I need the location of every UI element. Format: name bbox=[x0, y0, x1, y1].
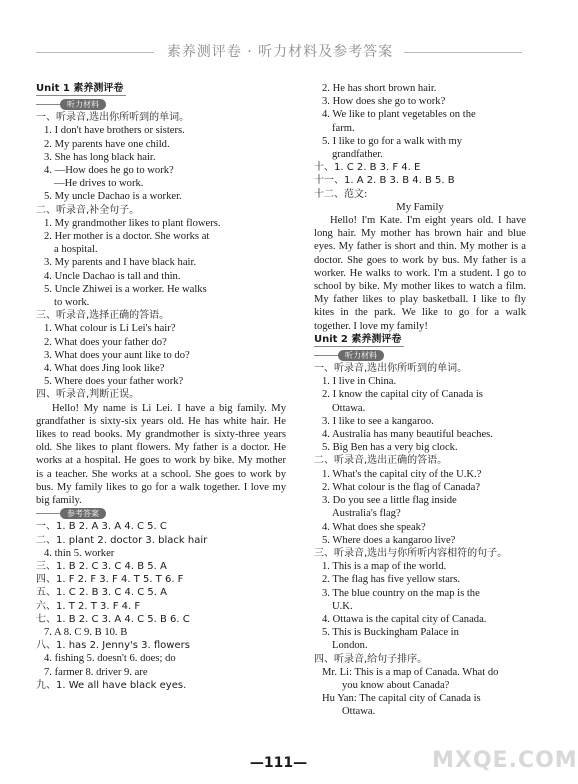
text-line: 1. What colour is Li Lei's hair? bbox=[44, 323, 176, 335]
section-line: 十二、范文: bbox=[314, 188, 368, 200]
text-line: Mr. Li: This is a map of Canada. What do bbox=[322, 666, 499, 678]
text-line: Ottawa. bbox=[342, 706, 376, 718]
section-line: 二、听录音,选出正确的答语。 bbox=[314, 455, 448, 467]
section-badge-label: 听力材料 bbox=[338, 350, 384, 361]
text-line: 4. Australia has many beautiful beaches. bbox=[322, 429, 493, 441]
text-line: 5. Where does your father work? bbox=[44, 376, 184, 388]
text-line: 1. This is a map of the world. bbox=[322, 561, 447, 573]
header-rule-left bbox=[36, 52, 154, 53]
text-line: 2. I know the capital city of Canada is bbox=[322, 389, 483, 401]
section-line: 一、听录音,选出你所听到的单词。 bbox=[36, 112, 190, 124]
text-line: farm. bbox=[332, 122, 355, 134]
section-badge bbox=[314, 349, 526, 362]
text-line: 3. Do you see a little flag inside bbox=[322, 495, 457, 507]
text-line: 1. My grandmother likes to plant flowers. bbox=[44, 217, 221, 229]
section-line: 一、1. B 2. A 3. A 4. C 5. C bbox=[36, 521, 167, 533]
text-line: U.K. bbox=[332, 600, 353, 612]
section-line: 七、1. B 2. C 3. A 4. C 5. B 6. C bbox=[36, 613, 190, 625]
passage: Hello! I'm Kate. I'm eight years old. I have long hair. My mother has brown hair and blue eyes. My father is short and thin. My mother is a doctor. She goes to work by bus. My father is a worker. He walks to work. I'm a student. I go to school by bike. My mother likes to watch a film. My father likes to play basketball. I like to fly kites in the park. We like to go for a walk together. I love my family! bbox=[314, 215, 526, 332]
section-line: 二、听录音,补全句子。 bbox=[36, 204, 140, 216]
passage: Hello! My name is Li Lei. I have a big family. My grandfather is sixty-six years old. He has white hair. He likes to read books. My grandmother is sixty-three years old. She likes to plant flowers. My father is a doctor. He works at a hospital. He goes to work by bike. My mother is a teacher. She works at a school. She goes to work by bus. My family likes to go for a walk together. I love my big family. bbox=[36, 402, 286, 507]
text-line: 3. The blue country on the map is the bbox=[322, 587, 480, 599]
section-line: 三、听录音,选择正确的答语。 bbox=[36, 310, 170, 322]
page-header bbox=[0, 36, 557, 70]
text-line: 1. I live in China. bbox=[322, 376, 397, 388]
header-rule-right bbox=[404, 52, 522, 53]
section-line: 十、1. C 2. B 3. F 4. E bbox=[314, 162, 421, 174]
text-line: Ottawa. bbox=[332, 402, 366, 414]
section-badge bbox=[36, 507, 286, 520]
text-line: 5. My uncle Dachao is a worker. bbox=[44, 191, 182, 203]
text-line: 3. She has long black hair. bbox=[44, 151, 156, 163]
section-line: 九、1. We all have black eyes. bbox=[36, 679, 187, 691]
section-line: 十一、1. A 2. B 3. B 4. B 5. B bbox=[314, 175, 455, 187]
text-line: 5. This is Buckingham Palace in bbox=[322, 627, 459, 639]
text-line: a hospital. bbox=[54, 244, 98, 256]
text-line: 2. The flag has five yellow stars. bbox=[322, 574, 461, 586]
section-badge bbox=[36, 98, 286, 111]
unit-heading: Unit 1 素养测评卷 bbox=[36, 82, 126, 96]
text-line: London. bbox=[332, 640, 368, 652]
section-badge-label: 听力材料 bbox=[60, 99, 106, 110]
section-line: 八、1. has 2. Jenny's 3. flowers bbox=[36, 640, 190, 652]
text-line: 3. How does she go to work? bbox=[322, 96, 446, 108]
text-line: 3. My parents and I have black hair. bbox=[44, 257, 197, 269]
text-line: 4. —How does he go to work? bbox=[44, 165, 174, 177]
text-line: Hu Yan: The capital city of Canada is bbox=[322, 693, 481, 705]
text-line: 3. What does your aunt like to do? bbox=[44, 349, 190, 361]
text-line: 4. We like to plant vegetables on the bbox=[322, 109, 476, 121]
text-line: 5. Where does a kangaroo live? bbox=[322, 534, 456, 546]
text-line: 4. Ottawa is the capital city of Canada. bbox=[322, 613, 487, 625]
section-line: 四、听录音,判断正误。 bbox=[36, 389, 140, 401]
text-line: to work. bbox=[54, 297, 90, 309]
page-number: —111— bbox=[249, 755, 308, 771]
text-line: 5. I like to go for a walk with my bbox=[322, 135, 463, 147]
section-line: 五、1. C 2. B 3. C 4. C 5. A bbox=[36, 587, 167, 599]
section-line: 二、1. plant 2. doctor 3. black hair bbox=[36, 534, 208, 546]
watermark: MXQE.COM bbox=[432, 748, 578, 773]
section-badge-label: 参考答案 bbox=[60, 508, 106, 519]
text-line: 5. Big Ben has a very big clock. bbox=[322, 442, 458, 454]
text-line: 2. What colour is the flag of Canada? bbox=[322, 481, 481, 493]
text-line: 4. What does she speak? bbox=[322, 521, 426, 533]
section-line: 六、1. T 2. T 3. F 4. F bbox=[36, 600, 141, 612]
text-line: 4. Uncle Dachao is tall and thin. bbox=[44, 270, 181, 282]
text-line: 1. What's the capital city of the U.K.? bbox=[322, 468, 482, 480]
text-line: 4. What does Jing look like? bbox=[44, 363, 165, 375]
text-line: you know about Canada? bbox=[342, 679, 450, 691]
page-title: 素养测评卷 · 听力材料及参考答案 bbox=[166, 44, 394, 60]
text-line: 7. farmer 8. driver 9. are bbox=[44, 666, 148, 678]
text-line: 4. fishing 5. doesn't 6. does; do bbox=[44, 653, 176, 665]
text-line: grandfather. bbox=[332, 149, 383, 161]
section-line: 一、听录音,选出你所听到的单词。 bbox=[314, 363, 468, 375]
unit-heading: Unit 2 素养测评卷 bbox=[314, 333, 404, 347]
text-line: 4. thin 5. worker bbox=[44, 547, 115, 559]
right-column bbox=[314, 82, 526, 719]
text-line: 3. I like to see a kangaroo. bbox=[322, 415, 434, 427]
section-line: 三、1. B 2. C 3. C 4. B 5. A bbox=[36, 560, 167, 572]
section-line: 四、1. F 2. F 3. F 4. T 5. T 6. F bbox=[36, 574, 184, 586]
text-line: 2. Her mother is a doctor. She works at bbox=[44, 231, 210, 243]
text-line: 2. My parents have one child. bbox=[44, 138, 170, 150]
text-line: 1. I don't have brothers or sisters. bbox=[44, 125, 185, 137]
left-column bbox=[36, 82, 286, 692]
section-line: 四、听录音,给句子排序。 bbox=[314, 653, 428, 665]
text-line: 2. He has short brown hair. bbox=[322, 83, 437, 94]
text-line: Australia's flag? bbox=[332, 508, 401, 520]
essay-title: My Family bbox=[396, 201, 444, 213]
text-line: 7. A 8. C 9. B 10. B bbox=[44, 626, 128, 638]
text-line: —He drives to work. bbox=[54, 178, 144, 190]
text-line: 5. Uncle Zhiwei is a worker. He walks bbox=[44, 283, 207, 295]
section-line: 三、听录音,选出与你所听内容相符的句子。 bbox=[314, 547, 508, 559]
text-line: 2. What does your father do? bbox=[44, 336, 167, 348]
